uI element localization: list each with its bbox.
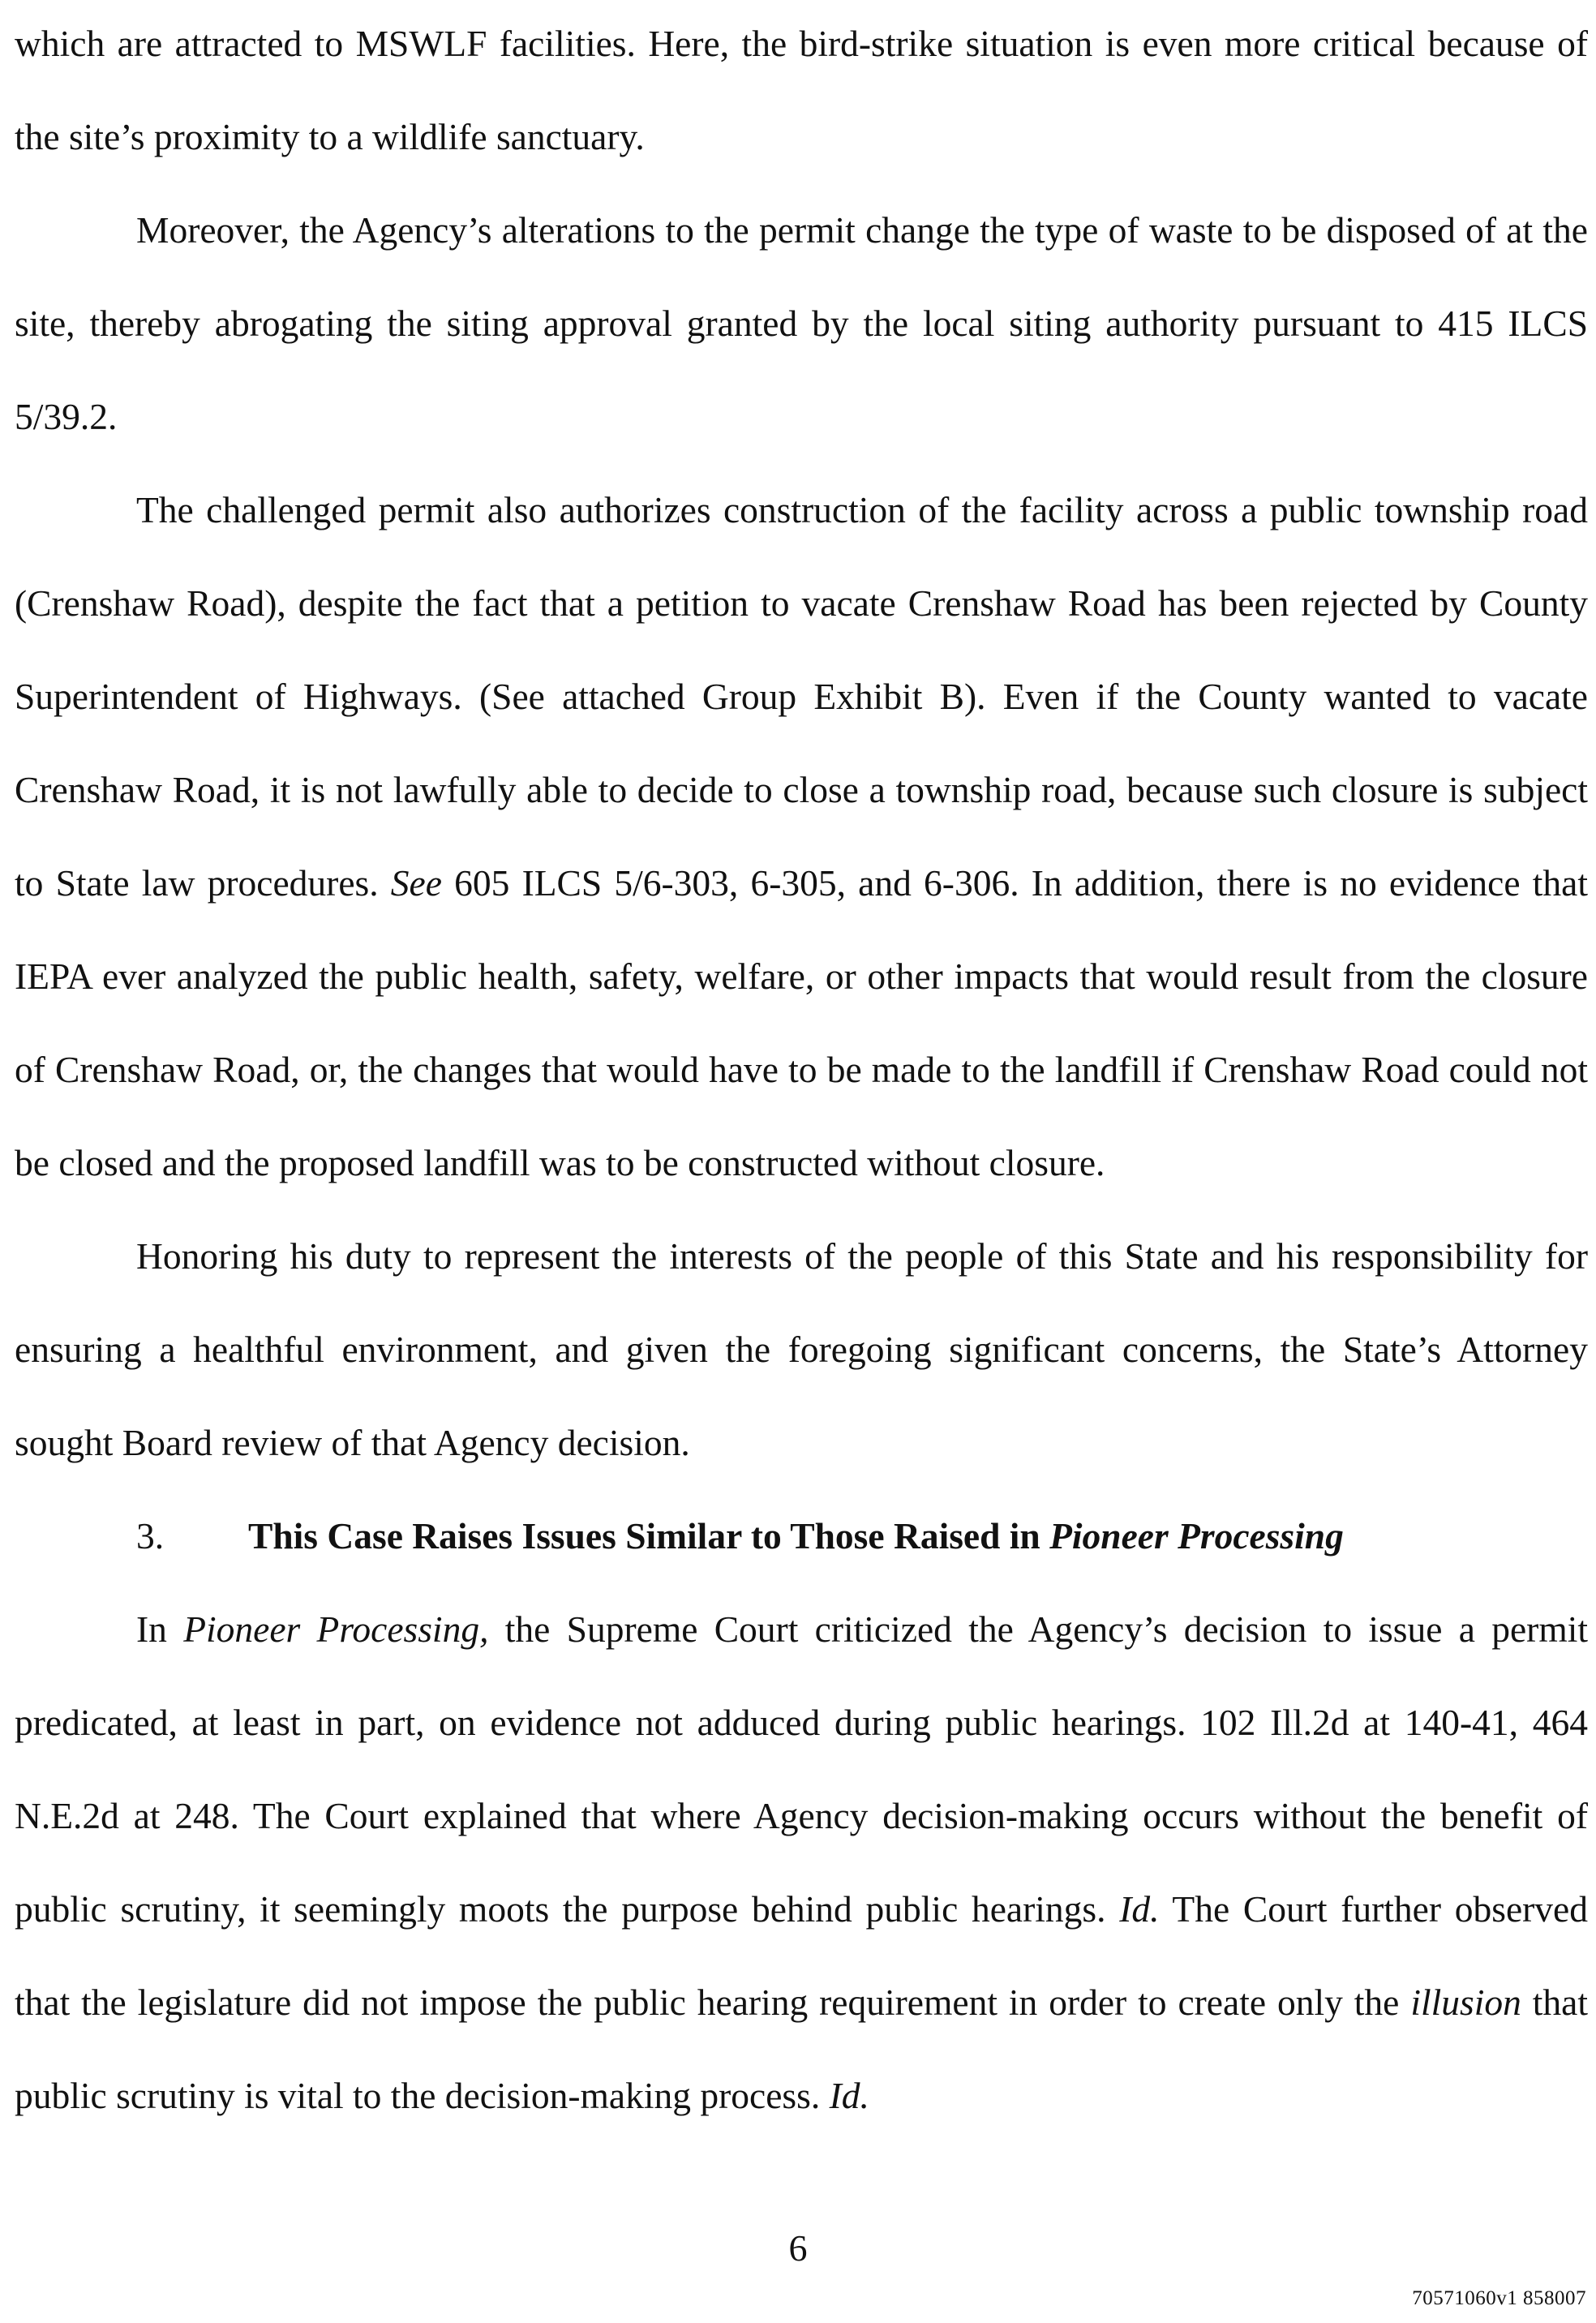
paragraph-pioneer-processing — [15, 1582, 1588, 2142]
text-run: the Supreme Court criticized the Agency’s decision to issue a permit predicated, at least in part, on evidence not adduced during public hearings. 102 Ill.2d at 140-41, 464 N.E.2d at 248. The Court explained that where Agency decision-making occurs without the benefit of public scrutiny, it seemingly moots the purpose behind public hearings. — [15, 1608, 1589, 1930]
document-id: 70571060v1 858007 — [1412, 2287, 1586, 2309]
text-run: Moreover, the Agency’s alterations to the permit change the type of waste to be disposed of at the site, thereby abrogating the siting approval granted by the local siting authority pursuant to 415 ILCS 5/39.2. — [15, 209, 1588, 437]
text-run: that public scrutiny is vital to the decision-making process. — [15, 1982, 1589, 2116]
text-run: The challenged permit also authorizes construction of the facility across a public township road (Crenshaw Road), despite the fact that a petition to vacate Crenshaw Road has been rejected by County Superintendent of Highways. (See attached Group Exhibit B). Even if the County wanted to vacate Crenshaw Road, it is not lawfully able to decide to close a township road, because such closure is subject to State law procedures. — [15, 489, 1588, 904]
citation-id: Id. — [829, 2075, 869, 2116]
section-title-case-name: Pioneer Processing — [1049, 1515, 1344, 1557]
document-body — [15, 0, 1588, 2142]
paragraph-permit-alterations — [15, 183, 1588, 463]
section-title-text: This Case Raises Issues Similar to Those Raised in — [248, 1515, 1050, 1557]
section-title — [248, 1515, 1344, 1557]
section-heading — [15, 1489, 1588, 1582]
citation-signal: See — [390, 862, 442, 904]
text-run: which are attracted to MSWLF facilities. Here, the bird-strike situation is even more critical because of the site’s proximity to a wildlife sanctuary. — [15, 23, 1588, 157]
text-run: In — [136, 1608, 184, 1650]
paragraph-bird-strike — [15, 0, 1588, 183]
paragraph-crenshaw-road — [15, 463, 1588, 1209]
text-run: Honoring his duty to represent the interests of the people of this State and his responsibility for ensuring a healthful environment, and given the foregoing significant concerns, the State’s Attorney sought Board review of that Agency decision. — [15, 1235, 1588, 1463]
section-number: 3. — [136, 1515, 165, 1557]
text-run: 605 ILCS 5/6-303, 6-305, and 6-306. In addition, there is no evidence that IEPA ever analyzed the public health, safety, welfare, or other impacts that would result from the closure of Crenshaw Road, or, the changes that would have to be made to the landfill if Crenshaw Road could not be closed and the proposed landfill was to be constructed without closure. — [15, 862, 1588, 1183]
paragraph-states-attorney — [15, 1209, 1588, 1489]
case-name: Pioneer Processing, — [183, 1608, 489, 1650]
citation-id: Id. — [1119, 1888, 1160, 1930]
text-run: The Court further observed that the legislature did not impose the public hearing requirement in order to create only the — [15, 1888, 1588, 2023]
page-number: 6 — [788, 2227, 808, 2269]
emphasis-illusion: illusion — [1410, 1982, 1521, 2023]
